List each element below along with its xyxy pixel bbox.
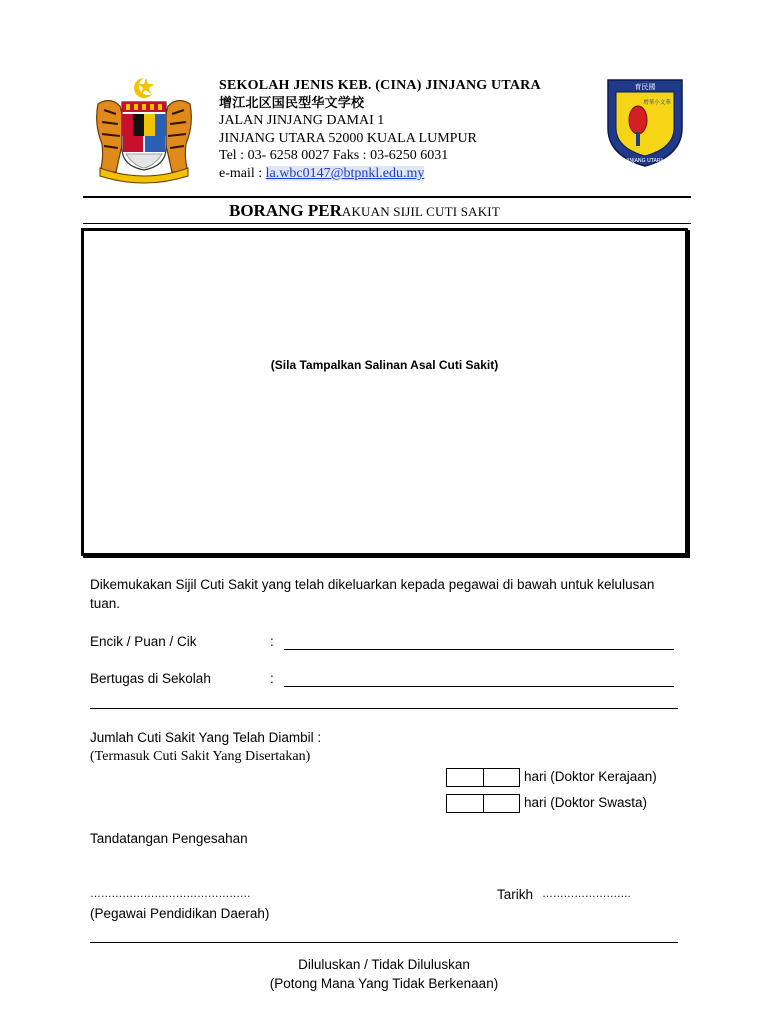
school-label: Bertugas di Sekolah bbox=[90, 671, 211, 686]
form-title-bold: BORANG PER bbox=[229, 201, 342, 220]
crest-text-bottom: JINJANG UTARA bbox=[626, 158, 664, 164]
paste-instruction: (Sila Tampalkan Salinan Asal Cuti Sakit) bbox=[270, 358, 499, 372]
certificate-paste-box bbox=[81, 228, 688, 556]
crest-text-top: 育民國 bbox=[634, 83, 656, 91]
school-crest-logo bbox=[604, 76, 686, 168]
title-underline bbox=[83, 223, 691, 224]
name-label: Encik / Puan / Cik bbox=[90, 634, 197, 649]
total-leave-label: Jumlah Cuti Sakit Yang Telah Diambil : bbox=[90, 730, 322, 745]
signature-dots[interactable]: ……………………………………… bbox=[90, 888, 251, 900]
school-field-line[interactable] bbox=[284, 686, 674, 687]
gov-days-box[interactable] bbox=[446, 768, 520, 787]
header-divider bbox=[83, 196, 691, 198]
email-label: e-mail : bbox=[219, 166, 266, 181]
phone-fax-line: Tel : 03- 6258 0027 Faks : 03-6250 6031 bbox=[219, 148, 449, 163]
section-divider-1 bbox=[90, 708, 678, 709]
email-line bbox=[219, 165, 424, 183]
crest-text-mid: 增華小文華 bbox=[643, 100, 671, 106]
date-dots[interactable]: ……………………. bbox=[542, 888, 631, 900]
name-colon: : bbox=[270, 634, 274, 649]
school-name: SEKOLAH JENIS KEB. (CINA) JINJANG UTARA bbox=[219, 78, 541, 93]
malaysia-coat-of-arms-logo bbox=[90, 74, 198, 184]
gov-days-label: hari (Doktor Kerajaan) bbox=[524, 769, 657, 784]
private-days-label: hari (Doktor Swasta) bbox=[524, 795, 648, 810]
form-title bbox=[229, 201, 500, 221]
school-colon: : bbox=[270, 671, 274, 686]
total-leave-subtext: (Termasuk Cuti Sakit Yang Disertakan) bbox=[90, 749, 311, 764]
intro-text-line-2: tuan. bbox=[90, 596, 121, 611]
name-field-line[interactable] bbox=[284, 649, 674, 650]
private-days-box[interactable] bbox=[446, 794, 520, 813]
signature-label: Tandatangan Pengesahan bbox=[90, 831, 248, 846]
date-label: Tarikh bbox=[497, 887, 534, 902]
address-line-1: JALAN JINJANG DAMAI 1 bbox=[219, 113, 385, 128]
school-chinese-name: 增江北区国民型华文学校 bbox=[219, 96, 365, 111]
email-link[interactable]: la.wbc0147@btpnkl.edu.my bbox=[265, 166, 425, 181]
approval-note: (Potong Mana Yang Tidak Berkenaan) bbox=[269, 976, 499, 991]
officer-label: (Pegawai Pendidikan Daerah) bbox=[90, 906, 270, 921]
intro-text-line-1: Dikemukakan Sijil Cuti Sakit yang telah dikeluarkan kepada pegawai di bawah untuk kelulusan bbox=[90, 577, 655, 592]
approval-text: Diluluskan / Tidak Diluluskan bbox=[298, 957, 470, 972]
section-divider-2 bbox=[90, 942, 678, 943]
form-title-rest: AKUAN SIJIL CUTI SAKIT bbox=[341, 204, 500, 219]
address-line-2: JINJANG UTARA 52000 KUALA LUMPUR bbox=[219, 131, 477, 146]
